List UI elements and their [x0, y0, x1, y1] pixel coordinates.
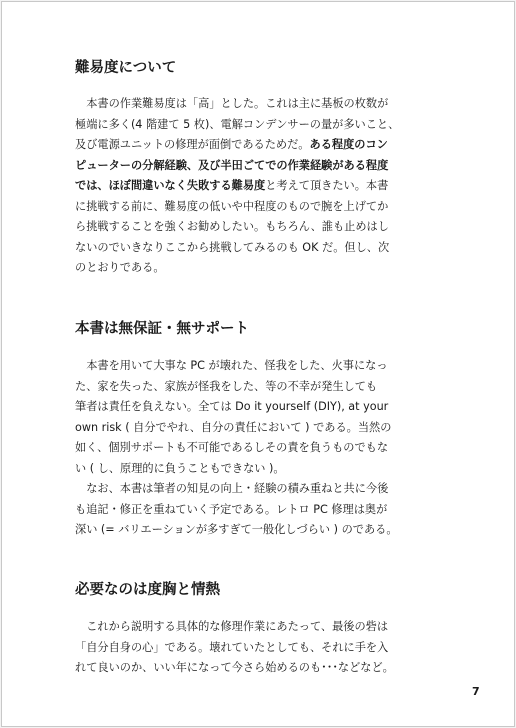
text-line [75, 258, 447, 279]
text-line [75, 658, 447, 679]
text-run: れて良いのか、いい年になって今さら始めるのも･･･などなど。 [75, 661, 394, 674]
text-run: に挑戦する前に、難易度の低いや中程度のもので腕を上げてか [75, 199, 389, 213]
section-heading-no-warranty: 本書は無保証・無サポート [75, 321, 249, 337]
text-run: と考えて頂きたい。本書 [265, 179, 389, 192]
text-run: た、家を失った、家族が怪我をした、等の不幸が発生しても [75, 379, 378, 393]
text-line [75, 115, 447, 136]
text-run: ないのでいきなりここから挑戦してみるのも OK だ。但し、次 [75, 240, 390, 254]
text-run: 深い (= バリエーションが多すぎて一般化しづらい ) のである。 [75, 523, 398, 536]
text-run: 筆者は責任を負えない。全ては Do it yourself (DIY), at your [75, 400, 389, 413]
page-number: 7 [472, 685, 480, 698]
text-line [75, 459, 447, 480]
text-line [75, 197, 447, 218]
text-run: 本書の作業難易度は「高」とした。これは主に基板の枚数が [86, 97, 389, 110]
text-line [75, 94, 447, 115]
section-heading-difficulty: 難易度について [75, 60, 177, 76]
text-run: 如く、個別サポートも不可能であるしその責を負うものでもな [75, 441, 389, 454]
text-line [75, 638, 447, 659]
text-run: 本書を用いて大事な PC が壊れた、怪我をした、火事になっ [86, 359, 388, 372]
text-line [75, 377, 447, 398]
text-run: 及び電源ユニットの修理が面倒であるためだ。 [75, 138, 310, 151]
text-run: own risk ( 自分でやれ、自分の責任において ) である。当然の [75, 420, 392, 434]
text-line [75, 617, 447, 638]
text-line [75, 479, 447, 500]
text-line [75, 438, 447, 459]
text-run: なお、本書は筆者の知見の向上・経験の積み重ねと共に今後 [86, 482, 389, 495]
text-line [75, 217, 447, 238]
text-line [75, 397, 447, 418]
text-line [75, 356, 447, 377]
text-line [75, 418, 447, 439]
text-run: のとおりである。 [75, 261, 165, 274]
emphasis-text: では、ほぼ間違いなく失敗する難易度 [75, 179, 266, 192]
text-run: も追記・修正を重ねていく予定である。レトロ PC 修理は奥が [75, 502, 388, 516]
text-line [75, 520, 447, 541]
book-page [1, 1, 515, 727]
text-line [75, 238, 447, 259]
text-run: ら挑戦することを強くお勧めしたい。もちろん、誰も止めはし [75, 220, 389, 233]
text-line [75, 156, 447, 177]
emphasis-text: ピューターの分解経験、及び半田ごてでの作業経験がある程度 [75, 158, 389, 172]
text-run: い ( し、原理的に負うこともできない )。 [75, 461, 285, 475]
text-line [75, 176, 447, 197]
paragraph-courage-passion [75, 617, 447, 679]
paragraph-ongoing-updates [75, 479, 447, 541]
paragraph-difficulty [75, 94, 447, 279]
text-run: 「自分自身の心」である。壊れていたとしても、それに手を入 [75, 640, 389, 654]
paragraph-no-warranty [75, 356, 447, 479]
emphasis-text: ある程度のコン [309, 138, 388, 151]
text-run: これから説明する具体的な修理作業にあたって、最後の砦は [86, 620, 389, 633]
section-heading-courage-passion: 必要なのは度胸と情熱 [75, 582, 220, 598]
text-line [75, 500, 447, 521]
text-run: 極端に多く(4 階建て 5 枚)、電解コンデンサーの量が多いこと、 [75, 117, 400, 131]
text-line [75, 135, 447, 156]
